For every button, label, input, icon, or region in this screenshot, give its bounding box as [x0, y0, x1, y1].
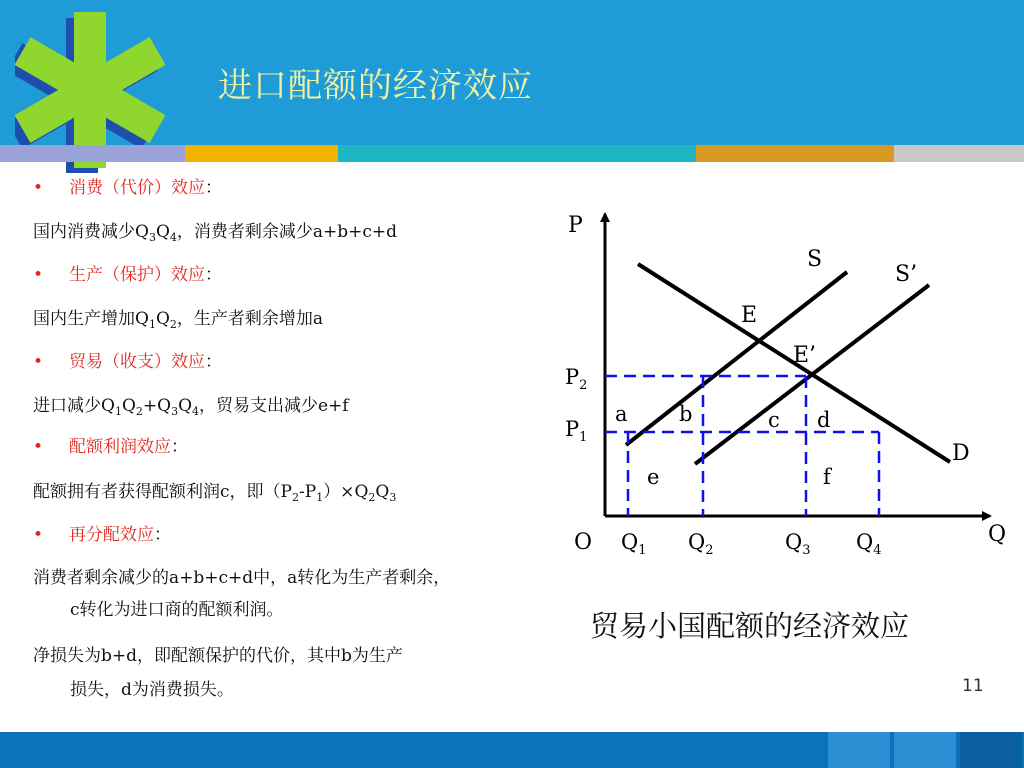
demand-label: D	[952, 441, 970, 466]
supply-label: S	[807, 247, 823, 272]
q3-label: $Q_3$	[785, 530, 811, 558]
page-title: 进口配额的经济效应	[218, 66, 533, 106]
redistribution-line-1: 消费者剩余减少的a+b+c+d中，a转化为生产者剩余，	[33, 568, 451, 588]
p2-label: $P_2$	[565, 365, 588, 393]
diagram-caption: 贸易小国配额的经济效应	[590, 609, 910, 643]
area-e-label: e	[647, 465, 660, 489]
eq-label: E	[741, 303, 758, 328]
p-axis-label: P	[568, 213, 583, 238]
q2-label: $Q_2$	[688, 530, 714, 558]
color-stripe	[0, 145, 1024, 162]
net-loss-line-1: 净损失为b+d，即配额保护的代价，其中b为生产	[33, 646, 403, 666]
area-f-label: f	[823, 465, 831, 489]
area-d-label: d	[817, 408, 831, 432]
rent-text: 配额拥有者获得配额利润c，即$(P_2-P_1)\times Q_2Q_3$	[33, 482, 397, 504]
footer-square	[894, 732, 956, 768]
p1-label: $P_1$	[565, 417, 588, 445]
bullet-redistribution: • 再分配效应：	[33, 525, 171, 545]
q4-label: $Q_4$	[856, 530, 882, 558]
eq-shifted-label: E’	[793, 343, 817, 368]
bullet-rent: • 配额利润效应：	[33, 437, 188, 457]
footer-square	[828, 732, 890, 768]
bullet-trade: • 贸易（收支）效应：	[33, 352, 222, 372]
supply-shifted-curve	[695, 285, 929, 464]
net-loss-line-2: 损失，d为消费损失。	[70, 680, 234, 700]
supply-shifted-label: S’	[895, 262, 918, 287]
bullet-consumption: • 消费（代价）效应：	[33, 178, 222, 198]
consumption-text: 国内消费减少$Q_3Q_4$，消费者剩余减少a+b+c+d	[33, 222, 398, 244]
redistribution-line-2: c转化为进口商的配额利润。	[70, 600, 284, 620]
area-b-label: b	[679, 402, 693, 426]
q-axis-label: Q	[988, 522, 1007, 547]
bullet-production: • 生产（保护）效应：	[33, 265, 222, 285]
area-a-label: a	[615, 402, 628, 426]
origin-label: O	[574, 530, 593, 555]
page-number: 11	[962, 676, 984, 696]
production-text: 国内生产增加$Q_1Q_2$，生产者剩余增加a	[33, 309, 324, 331]
q1-label: $Q_1$	[621, 530, 647, 558]
quota-diagram	[555, 200, 1015, 565]
footer-square	[960, 732, 1022, 768]
area-c-label: c	[768, 408, 780, 432]
trade-text: 进口减少$Q_1Q_2+Q_3Q_4$，贸易支出减少e+f	[33, 396, 349, 418]
